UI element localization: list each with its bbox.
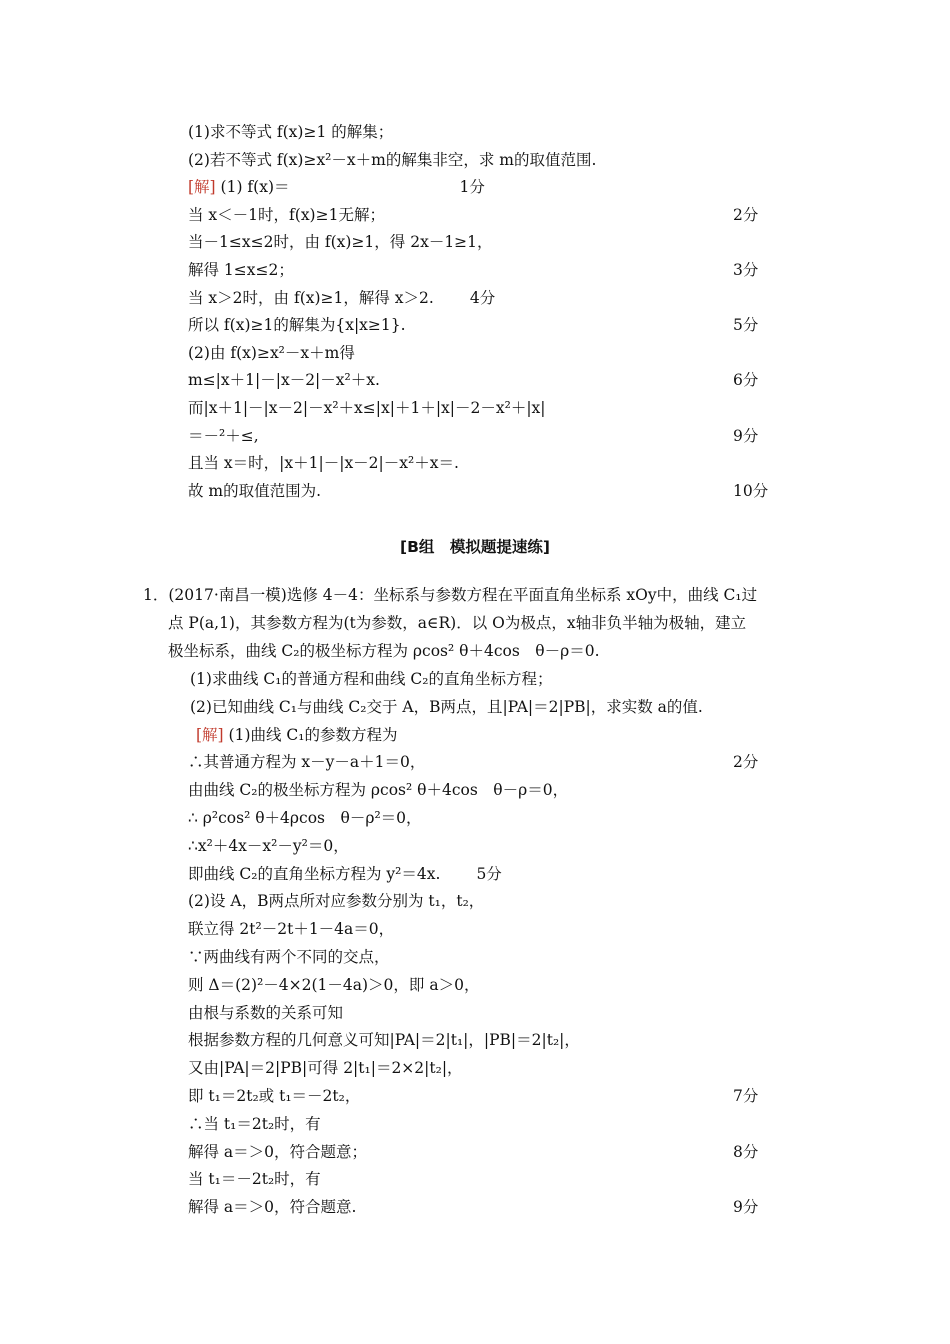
solution-line (188, 177, 485, 197)
line-text: (2)由 f(x)≥x²－x＋m得 (188, 343, 355, 362)
solution-line (188, 398, 546, 418)
section-heading: [B组 模拟题提速练] (400, 538, 550, 556)
line-text: ∴x²＋4x－x²－y²＝0， (188, 836, 349, 855)
line-text: 当 x＜－1时，f(x)≥1无解； (188, 205, 385, 224)
solution-line (188, 481, 321, 501)
inline-score: 4分 (469, 288, 496, 307)
solution-line (188, 343, 355, 363)
line-text: 故 m的取值范围为. (188, 481, 322, 500)
line-text: 1．(2017·南昌一模)选修 4－4：坐标系与参数方程在平面直角坐标系 xOy中，曲线 C₁过 (143, 586, 758, 604)
score-mark: 5分 (733, 316, 759, 335)
score-mark: 8分 (733, 1142, 759, 1161)
score-mark: 9分 (733, 1198, 759, 1217)
line-text: ∴ ρ²cos² θ＋4ρcos θ－ρ²＝0， (188, 809, 422, 827)
solution-line (188, 752, 425, 772)
solution-line (188, 808, 422, 828)
solution-line (188, 864, 502, 884)
line-text: 解得 a＝＞0，符合题意； (188, 1142, 368, 1161)
line-text: (1)曲线 C₁的参数方程为 (223, 725, 398, 744)
solution-line (188, 370, 380, 390)
solution-line (188, 780, 568, 800)
solution-line (188, 947, 390, 967)
line-text: 当－1≤x≤2时，由 f(x)≥1，得 2x－1≥1， (188, 233, 493, 252)
line-text: 联立得 2t²－2t＋1－4a＝0， (188, 920, 395, 939)
score-mark: 7分 (733, 1087, 759, 1105)
solution-line (188, 1058, 463, 1078)
solution-line (188, 232, 493, 252)
line-text: ∴其普通方程为 x－y－a＋1＝0， (188, 753, 426, 772)
line-text: 则 Δ＝(2)²－4×2(1－4a)＞0，即 a＞0， (188, 975, 480, 994)
line-text: (2)若不等式 f(x)≥x²－x＋m的解集非空，求 m的取值范围. (188, 150, 597, 169)
solution-line (188, 1197, 356, 1217)
line-text: 解得 a＝＞0，符合题意. (188, 1198, 357, 1217)
line-text: ∴当 t₁＝2t₂时，有 (188, 1114, 321, 1133)
line-text: m≤|x＋1|－|x－2|－x²＋x. (188, 371, 380, 390)
problem-statement-line (168, 613, 746, 633)
line-text: 解得 1≤x≤2； (188, 261, 294, 279)
solution-line (188, 919, 394, 939)
score-mark: 10分 (733, 481, 769, 500)
line-text: 当 t₁＝－2t₂时，有 (188, 1170, 321, 1189)
line-text: ∵两曲线有两个不同的交点， (188, 948, 390, 966)
solution-line (188, 1003, 343, 1023)
line-text: 又由|PA|＝2|PB|可得 2|t₁|＝2×2|t₂|， (188, 1059, 463, 1078)
solution-line (188, 260, 294, 280)
line-text: (1) f(x)＝ (215, 178, 290, 197)
line-text: ＝－²＋≤, (188, 426, 259, 445)
inline-score: 5分 (476, 864, 502, 883)
solution-tag: [解] (196, 725, 224, 744)
score-mark: 2分 (733, 205, 759, 224)
line-text: 由曲线 C₂的极坐标方程为 ρcos² θ＋4cos θ－ρ＝0， (188, 781, 569, 800)
line-text: 而|x＋1|－|x－2|－x²＋x≤|x|＋1＋|x|－2－x²＋|x| (188, 399, 546, 417)
solution-line (190, 669, 552, 689)
line-text: 由根与系数的关系可知 (188, 1003, 344, 1022)
solution-line (188, 1086, 360, 1106)
solution-line (188, 426, 259, 446)
score-mark: 2分 (733, 753, 759, 772)
solution-line (188, 205, 385, 225)
solution-line (188, 288, 495, 308)
solution-line (188, 1030, 580, 1050)
problem-statement-line (143, 585, 757, 605)
solution-line (190, 697, 703, 717)
problem-statement-line (168, 641, 600, 661)
solution-line (188, 1142, 367, 1162)
score-mark: 6分 (733, 371, 759, 390)
solution-line (188, 836, 349, 856)
line-text: 所以 f(x)≥1的解集为{x|x≥1}. (188, 316, 406, 335)
solution-line (188, 891, 484, 911)
solution-line (188, 122, 393, 142)
line-text: 当 x＞2时，由 f(x)≥1，解得 x＞2. (188, 288, 434, 307)
solution-line (188, 150, 596, 170)
score-mark: 3分 (733, 261, 759, 279)
solution-line (196, 725, 398, 745)
line-text: 点 P(a,1)，其参数方程为(t为参数，a∈R)．以 O为极点，x轴非负半轴为极轴，建立 (168, 614, 747, 632)
solution-line (188, 975, 479, 995)
solution-tag: [解] (188, 178, 216, 197)
line-text: (1)求不等式 f(x)≥1 的解集； (188, 123, 394, 141)
score-mark: 9分 (733, 426, 759, 445)
line-text: 极坐标系，曲线 C₂的极坐标方程为 ρcos² θ＋4cos θ－ρ＝0. (168, 642, 600, 660)
solution-line (188, 1114, 321, 1134)
line-text: 且当 x＝时，|x＋1|－|x－2|－x²＋x＝. (188, 454, 459, 473)
solution-line (188, 315, 406, 335)
solution-line (188, 1169, 321, 1189)
line-text: (2)已知曲线 C₁与曲线 C₂交于 A，B两点，且|PA|＝2|PB|，求实数 a的值. (190, 697, 703, 716)
line-text: 即 t₁＝2t₂或 t₁＝－2t₂， (188, 1087, 361, 1105)
line-text: 即曲线 C₂的直角坐标方程为 y²＝4x. (188, 864, 441, 883)
line-text: (1)求曲线 C₁的普通方程和曲线 C₂的直角坐标方程； (190, 670, 553, 688)
line-text: (2)设 A，B两点所对应参数分别为 t₁，t₂， (188, 892, 485, 911)
solution-line (188, 453, 459, 473)
inline-score: 1分 (459, 178, 485, 197)
line-text: 根据参数方程的几何意义可知|PA|＝2|t₁|，|PB|＝2|t₂|， (188, 1031, 580, 1050)
